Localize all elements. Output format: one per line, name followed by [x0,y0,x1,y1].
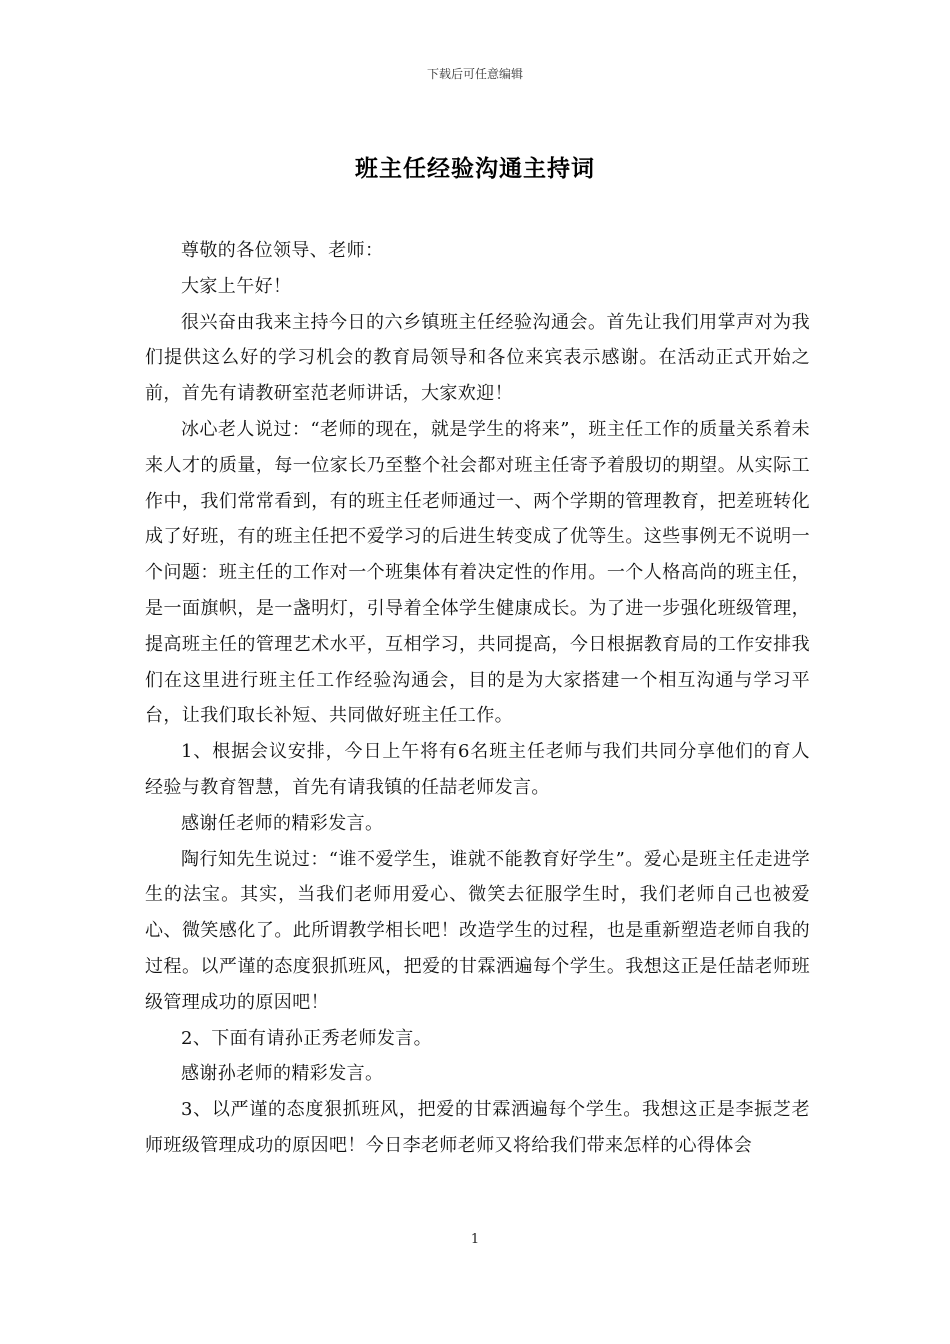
header-note: 下载后可任意编辑 [426,67,523,81]
paragraph-opening: 很兴奋由我来主持今日的六乡镇班主任经验沟通会。首先让我们用掌声对为我们提供这么好的学习机会的教育局领导和各位来宾表示感谢。在活动正式开始之前，首先有请教研室范老师讲话，大家欢迎！ [145,311,810,405]
paragraph-bingxin-quote: 冰心老人说过：“老师的现在，就是学生的将来”，班主任工作的质量关系着未来人才的质量，每一位家长乃至整个社会都对班主任寄予着殷切的期望。从实际工作中，我们常常看到，有的班主任老师通过一、两个学期的管理教育，把差班转化成了好班，有的班主任把不爱学习的后进生转变成了优等生。这些事例无不说明一个问题：班主任的工作对一个班集体有着决定性的作用。一个人格高尚的班主任，是一面旗帜，是一盏明灯，引导着全体学生健康成长。为了进一步强化班级管理，提高班主任的管理艺术水平，互相学习，共同提高，今日根据教育局的工作安排我们在这里进行班主任工作经验沟通会，目的是为大家搭建一个相互沟通与学习平台，让我们取长补短、共同做好班主任工作。 [145,418,810,727]
paragraph-speaker-3: 3、以严谨的态度狠抓班风，把爱的甘霖洒遍每个学生。我想这正是李振芝老师班级管理成功的原因吧！今日李老师老师又将给我们带来怎样的心得体会 [145,1099,810,1156]
paragraph-greeting: 大家上午好！ [181,275,292,297]
page-number: 1 [470,1232,480,1247]
paragraph-speaker-1: 1、根据会议安排，今日上午将有6名班主任老师与我们共同分享他们的育人经验与教育智慧，首先有请我镇的任喆老师发言。 [145,741,810,798]
document-body [145,233,810,1164]
paragraph-thanks-sun: 感谢孙老师的精彩发言。 [181,1063,384,1085]
paragraph-speaker-2: 2、下面有请孙正秀老师发言。 [181,1027,433,1049]
paragraph-tao-quote: 陶行知先生说过：“谁不爱学生，谁就不能教育好学生”。爱心是班主任走进学生的法宝。其实，当我们老师用爱心、微笑去征服学生时，我们老师自己也被爱心、微笑感化了。此所谓教学相长吧！改造学生的过程，也是重新塑造老师自我的过程。以严谨的态度狠抓班风，把爱的甘霖洒遍每个学生。我想这正是任喆老师班级管理成功的原因吧！ [145,848,810,1013]
document-title: 班主任经验沟通主持词 [355,155,595,182]
paragraph-thanks-ren: 感谢任老师的精彩发言。 [181,812,384,834]
paragraph-salutation: 尊敬的各位领导、老师： [181,240,384,261]
